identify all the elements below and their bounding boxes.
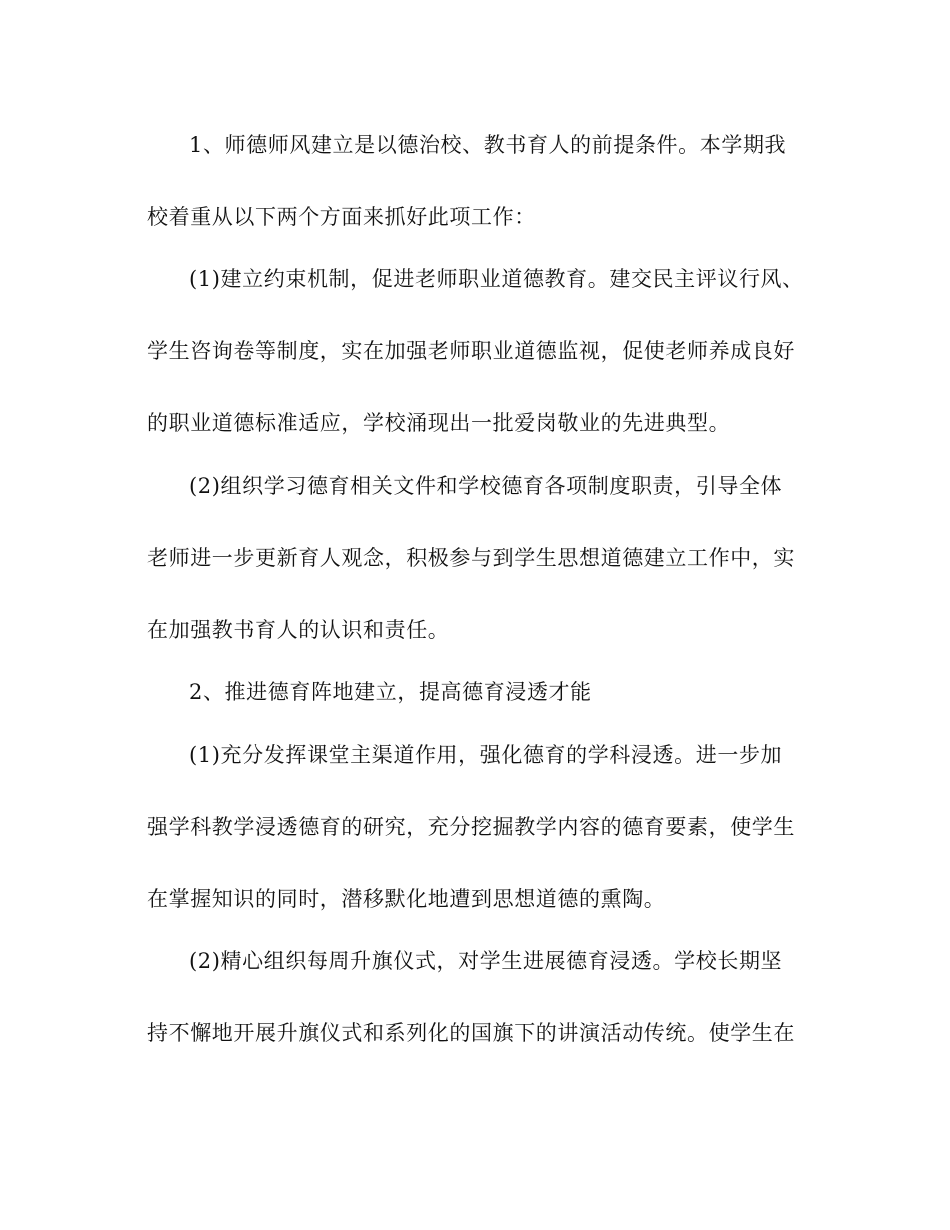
paragraph-line: (1)建立约束机制，促进老师职业道德教育。建交民主评议行风、 bbox=[189, 267, 804, 291]
paragraph-line: (2)精心组织每周升旗仪式，对学生进展德育浸透。学校长期坚 bbox=[189, 949, 783, 973]
paragraph-line: 校着重从以下两个方面来抓好此项工作： bbox=[147, 205, 536, 229]
paragraph-line: 老师进一步更新育人观念，积极参与到学生思想道德建立工作中，实 bbox=[147, 546, 795, 570]
paragraph-line: 1、师德师风建立是以德治校、教书育人的前提条件。本学期我 bbox=[189, 133, 787, 157]
paragraph-line: 的职业道德标准适应，学校涌现出一批爱岗敬业的先进典型。 bbox=[147, 411, 731, 435]
paragraph-line: 学生咨询卷等制度，实在加强老师职业道德监视，促使老师养成良好 bbox=[147, 339, 795, 363]
paragraph-line: 在加强教书育人的认识和责任。 bbox=[147, 618, 450, 642]
paragraph-line: (1)充分发挥课堂主渠道作用，强化德育的学科浸透。进一步加 bbox=[189, 743, 783, 767]
paragraph-line: 强学科教学浸透德育的研究，充分挖掘教学内容的德育要素，使学生 bbox=[147, 815, 795, 839]
section-heading: 2、推进德育阵地建立，提高德育浸透才能 bbox=[189, 680, 592, 704]
paragraph-line: 在掌握知识的同时，潜移默化地遭到思想道德的熏陶。 bbox=[147, 887, 666, 911]
paragraph-line: (2)组织学习德育相关文件和学校德育各项制度职责，引导全体 bbox=[189, 474, 783, 498]
paragraph-line: 持不懈地开展升旗仪式和系列化的国旗下的讲演活动传统。使学生在 bbox=[147, 1021, 795, 1045]
